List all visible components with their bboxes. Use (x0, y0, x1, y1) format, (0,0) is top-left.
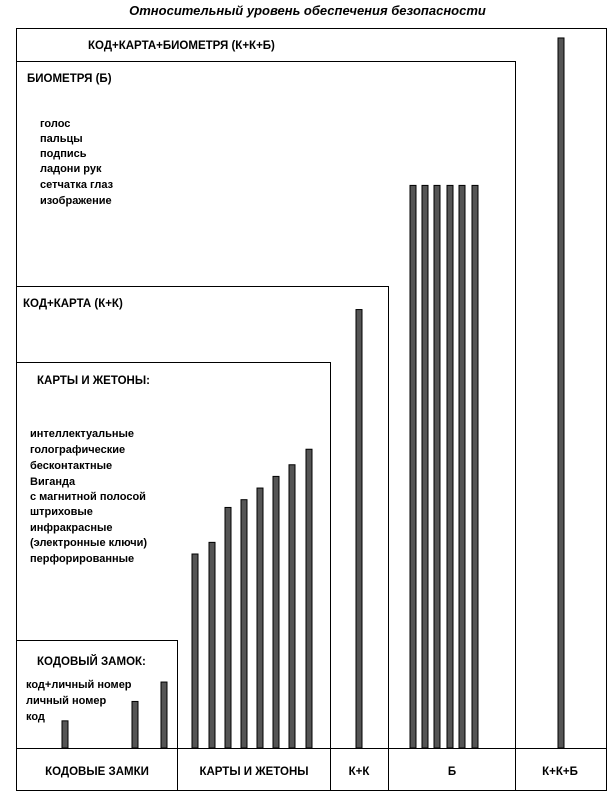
category-label: КАРТЫ И ЖЕТОНЫ (199, 766, 309, 778)
bar-cards (192, 554, 198, 748)
bar-kkb (558, 38, 564, 748)
bar-cards (257, 488, 263, 748)
bio-item: изображение (40, 195, 112, 207)
bio-item: сетчатка глаз (40, 179, 114, 191)
cards-item: (электронные ключи) (30, 537, 148, 549)
cards-item: штриховые (30, 506, 93, 518)
bio-item: подпись (40, 148, 87, 160)
heading-kkb: КОД+КАРТА+БИОМЕТРЯ (К+К+Б) (88, 40, 275, 52)
cards-item: инфракрасные (30, 522, 113, 534)
cards-item: интеллектуальные (30, 428, 135, 440)
bar-bio (422, 185, 428, 748)
cards-item: перфорированные (30, 553, 135, 565)
bar-bio (434, 185, 440, 748)
category-label: Б (447, 766, 457, 778)
category-label: К+К (348, 766, 370, 778)
bar-cards (225, 507, 231, 748)
cards-item: с магнитной полосой (30, 491, 146, 503)
bar-cards (289, 465, 295, 748)
code-item: код+личный номер (26, 679, 132, 691)
bar-bio (459, 185, 465, 748)
bar-code (62, 721, 68, 748)
bar-bio (472, 185, 478, 748)
category-label: КОДОВЫЕ ЗАМКИ (45, 766, 149, 778)
heading-bio: БИОМЕТРЯ (Б) (27, 73, 112, 85)
cards-item: голографические (30, 444, 126, 456)
heading-cards: КАРТЫ И ЖЕТОНЫ: (37, 375, 150, 387)
cards-item: бесконтактные (30, 460, 113, 472)
heading-code: КОДОВЫЙ ЗАМОК: (37, 656, 146, 668)
cards-item: Виганда (30, 476, 76, 488)
bar-code (132, 701, 138, 748)
bar-code (161, 682, 167, 748)
bio-item: ладони рук (40, 163, 102, 175)
bar-cards (273, 476, 279, 748)
category-label: К+К+Б (542, 766, 578, 778)
bar-cards (209, 542, 215, 748)
bio-item: голос (40, 118, 71, 130)
bar-cards (241, 500, 247, 748)
bar-kk (356, 310, 362, 748)
bar-bio (447, 185, 453, 748)
chart-title: Относительный уровень обеспечения безопасности (129, 3, 486, 18)
bars-layer (62, 38, 564, 748)
bio-item: пальцы (40, 133, 83, 145)
heading-kk: КОД+КАРТА (К+К) (23, 298, 123, 310)
code-item: код (26, 711, 45, 723)
bar-bio (410, 185, 416, 748)
code-item: личный номер (26, 695, 107, 707)
bar-cards (306, 449, 312, 748)
